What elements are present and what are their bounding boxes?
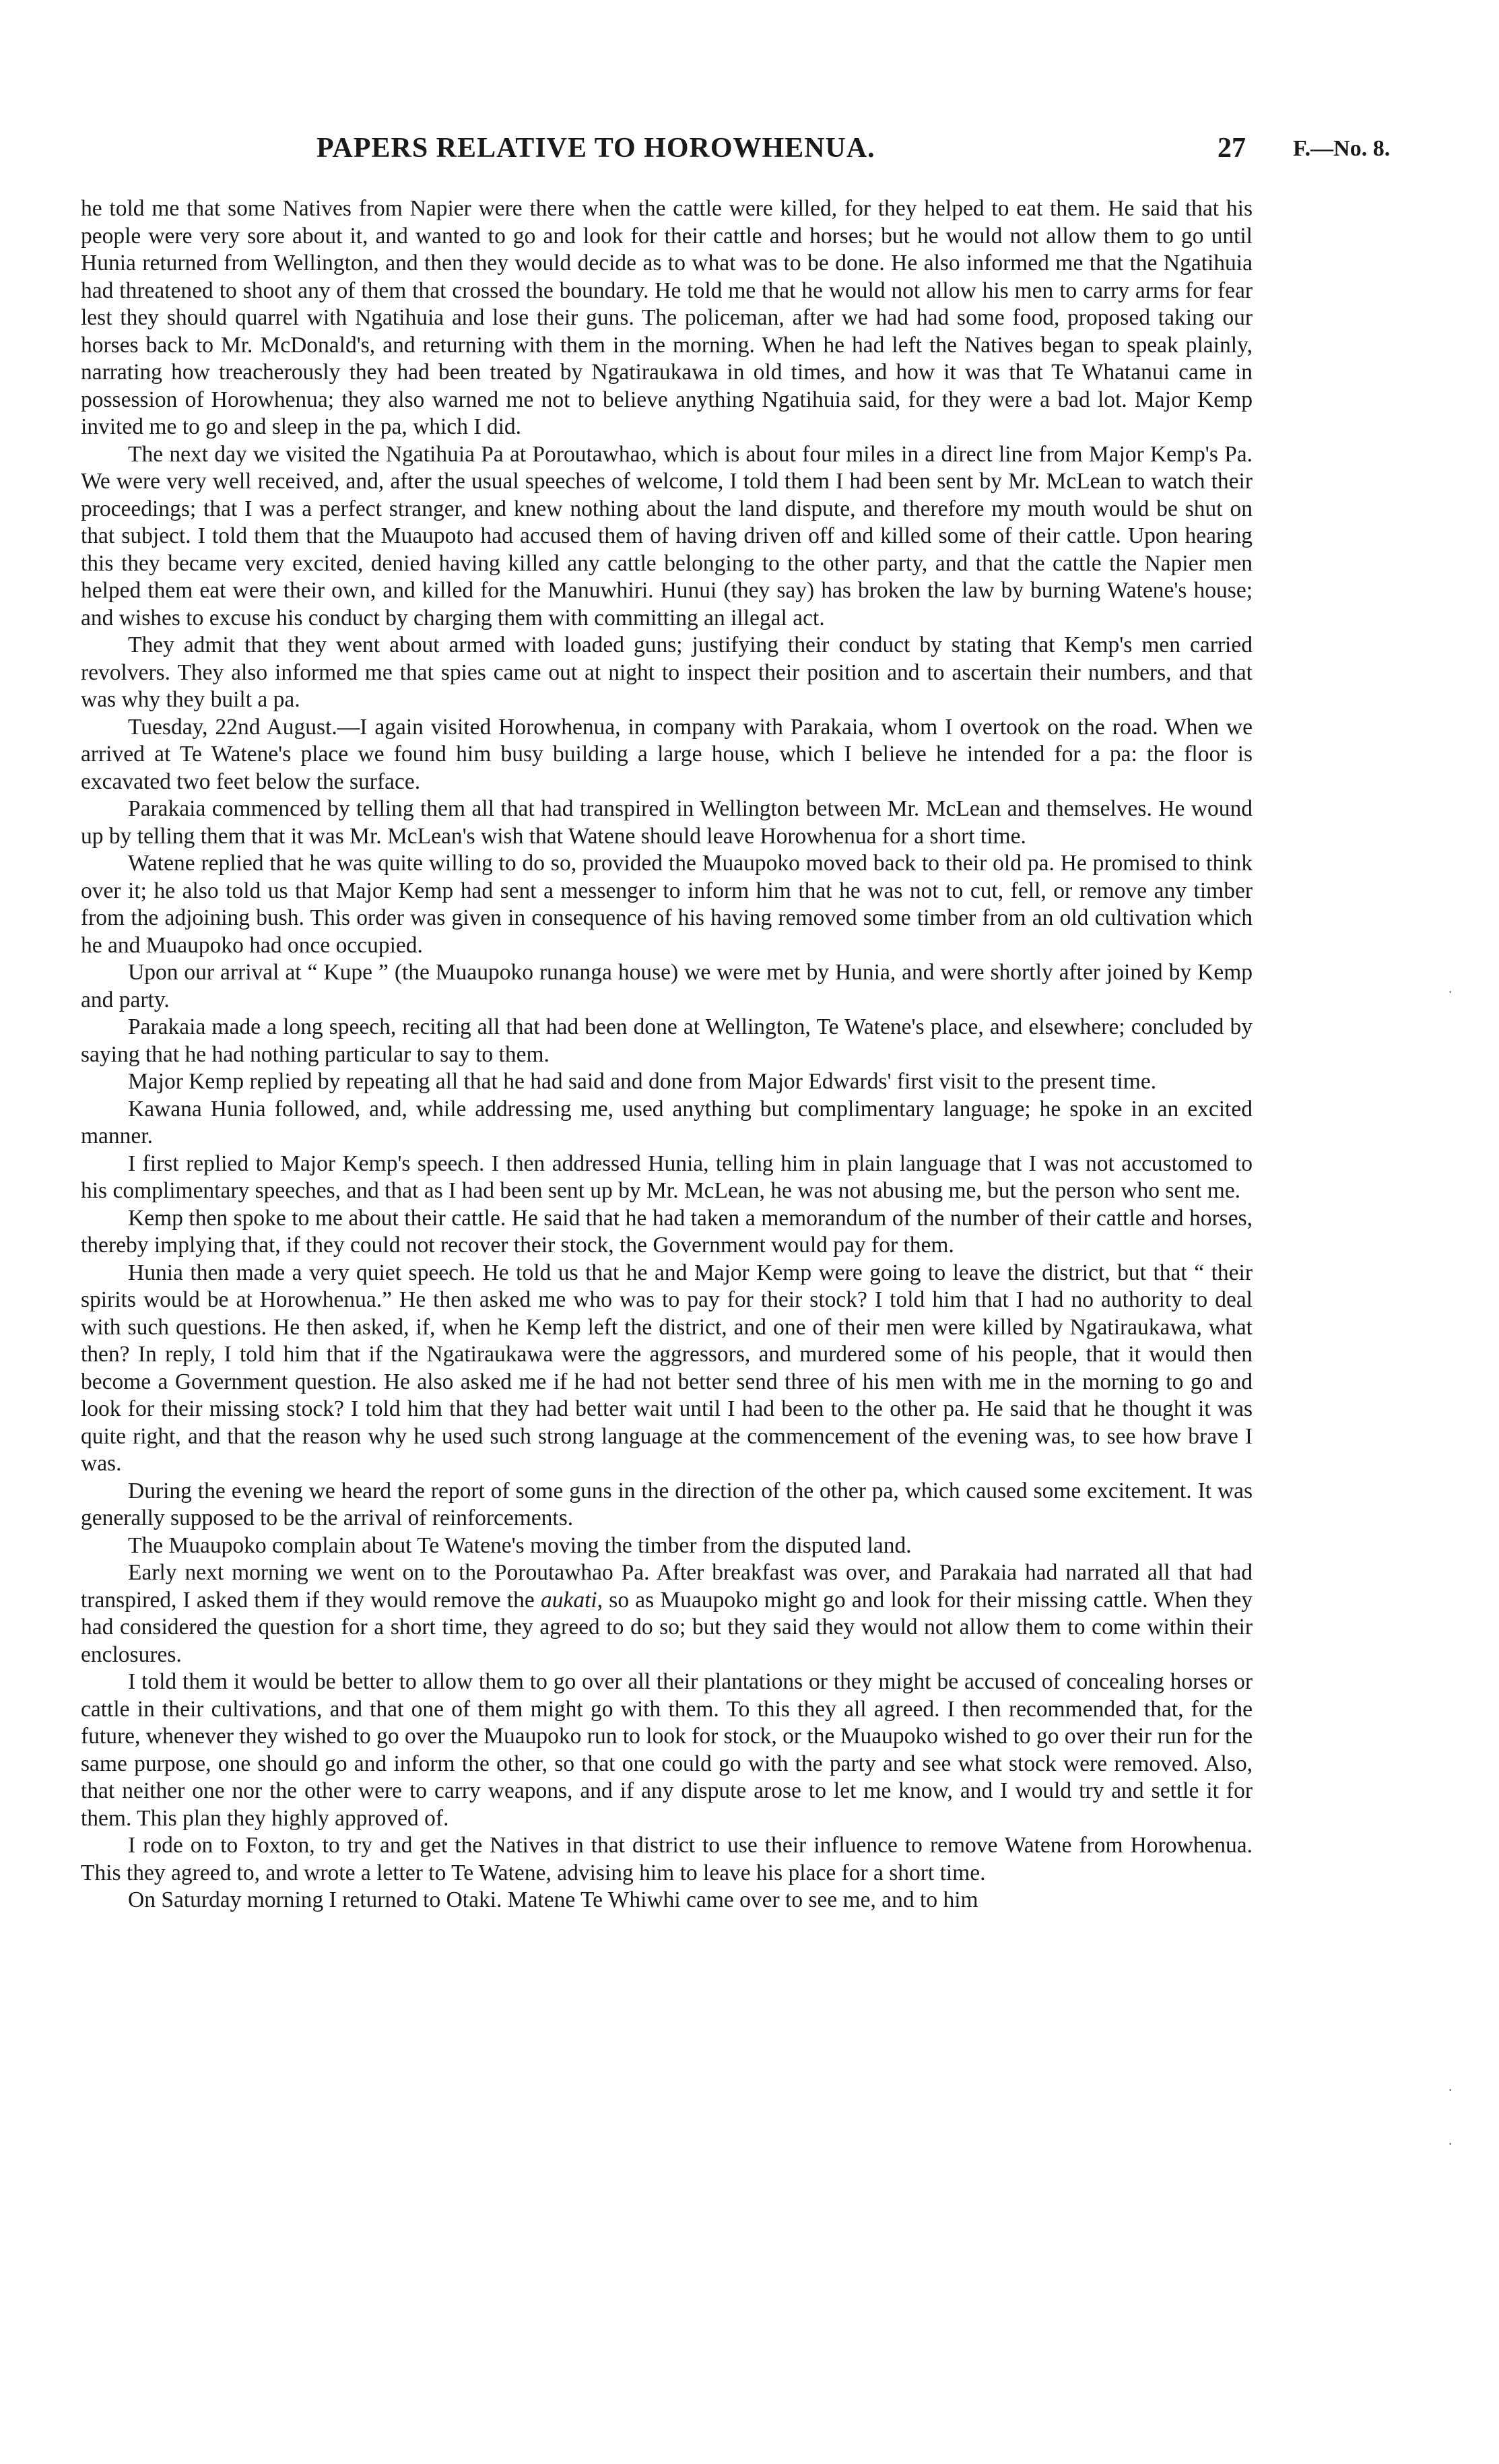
running-header (0, 132, 1499, 172)
paragraph: Parakaia made a long speech, reciting all that had been done at Wellington, Te Watene's place, and elsewhere; concluded by saying that he had nothing particular to say to them. (81, 1014, 1253, 1067)
page-title: PAPERS RELATIVE TO HOROWHENUA. (317, 133, 875, 164)
paragraph: Upon our arrival at “ Kupe ” (the Muaupoko runanga house) we were met by Hunia, and were shortly after joined by Kemp and party. (81, 960, 1253, 1012)
body-text (81, 195, 1253, 1914)
paragraph: Major Kemp replied by repeating all that he had said and done from Major Edwards' first visit to the present time. (128, 1069, 1157, 1094)
document-reference: F.—No. 8. (1293, 136, 1391, 161)
paragraph: Watene replied that he was quite willing to do so, provided the Muaupoko moved back to their old pa. He promised to think over it; he also told us that Major Kemp had sent a messenger to inform him that he was not to cut, fell, or remove any timber from the adjoining bush. This order was given in consequence of his having removed some timber from an old cultivation which he and Muaupoko had once occupied. (81, 851, 1253, 958)
page-number: 27 (1218, 133, 1246, 164)
margin-mark: · (1448, 983, 1453, 1000)
paragraph: Kawana Hunia followed, and, while addressing me, used anything but complimentary language; he spoke in an excited manner. (81, 1096, 1253, 1148)
paragraph-text: , so as Muaupoko might go and look for their missing cattle. When they had considered the question for a short time, they agreed to do so; but they said they would not allow them to come within their enclosures. (81, 1587, 1253, 1667)
paragraph: They admit that they went about armed with loaded guns; justifying their conduct by stating that Kemp's men carried revolvers. They also informed me that spies came out at night to inspect their position and to ascertain their numbers, and that was why they built a pa. (81, 633, 1253, 712)
paragraph: Kemp then spoke to me about their cattle. He said that he had taken a memorandum of the number of their cattle and horses, thereby implying that, if they could not recover their stock, the Government would pay for them. (81, 1205, 1253, 1258)
margin-mark: · (1448, 2081, 1453, 2098)
paragraph: I told them it would be better to allow them to go over all their plantations or they might be accused of concealing horses or cattle in their cultivations, and that one of them might go with them. To this they all agreed. I then recommended that, for the future, whenever they wished to go over the Muaupoko run to look for stock, or the Muaupoko wished to go over their run for the same purpose, one should go and inform the other, so that one could go with the party and see what stock were removed. Also, that neither one nor the other were to carry weapons, and if any dispute arose to let me know, and I would try and settle it for them. This plan they highly approved of. (81, 1669, 1253, 1831)
paragraph: During the evening we heard the report of some guns in the direction of the other pa, which caused some excitement. It was generally supposed to be the arrival of reinforcements. (81, 1478, 1253, 1530)
italic-term: aukati (540, 1587, 597, 1613)
paragraph: The Muaupoko complain about Te Watene's moving the timber from the disputed land. (128, 1532, 912, 1558)
margin-mark: · (1448, 2135, 1453, 2152)
paragraph: I rode on to Foxton, to try and get the Natives in that district to use their influence to remove Watene from Horowhenua. This they agreed to, and wrote a letter to Te Watene, advising him to leave his place for a short time. (81, 1833, 1253, 1885)
paragraph: Parakaia commenced by telling them all that had transpired in Wellington between Mr. McLean and themselves. He wound up by telling them that it was Mr. McLean's wish that Watene should leave Horowhenua for a short time. (81, 796, 1253, 849)
paragraph: Hunia then made a very quiet speech. He told us that he and Major Kemp were going to leave the district, but that “ their spirits would be at Horowhenua.” He then asked me who was to pay for their stock? I told him that I had no authority to deal with such questions. He then asked, if, when he Kemp left the district, and one of their men were killed by Ngatiraukawa, what then? In reply, I told him that if the Ngatiraukawa were the aggressors, and murdered some of his people, that it would then become a Government question. He also asked me if he had not better send three of his men with me in the morning to go and look for their missing stock? I told him that they had better wait until I had been to the other pa. He said that he thought it was quite right, and that the reason why he used such strong language at the commencement of the evening was, to see how brave I was. (81, 1260, 1253, 1476)
paragraph: The next day we visited the Ngatihuia Pa at Poroutawhao, which is about four miles in a direct line from Major Kemp's Pa. We were very well received, and, after the usual speeches of welcome, I told them I had been sent by Mr. McLean to watch their proceedings; that I was a perfect stranger, and knew nothing about the land dispute, and therefore my mouth would be shut on that subject. I told them that the Muaupoto had accused them of having driven off and killed some of their cattle. Upon hearing this they became very excited, denied having killed any cattle belonging to the other party, and that the cattle the Napier men helped them eat were their own, and killed for the Manuwhiri. Hunui (they say) has broken the law by burning Watene's house; and wishes to excuse his conduct by charging them with committing an illegal act. (81, 441, 1253, 630)
paragraph: Tuesday, 22nd August.—I again visited Horowhenua, in company with Parakaia, whom I overtook on the road. When we arrived at Te Watene's place we found him busy building a large house, which I believe he intended for a pa: the floor is excavated two feet below the surface. (81, 714, 1253, 794)
paragraph: On Saturday morning I returned to Otaki. Matene Te Whiwhi came over to see me, and to him (128, 1887, 978, 1912)
paragraph-text: Early next morning we went on to the Poroutawhao Pa. After breakfast was over, and Parakaia had narrated all that had transpired, I asked them if they would remove the (81, 1560, 1253, 1613)
paragraph: I first replied to Major Kemp's speech. I then addressed Hunia, telling him in plain language that I was not accustomed to his complimentary speeches, and that as I had been sent up by Mr. McLean, he was not abusing me, but the person who sent me. (81, 1150, 1253, 1203)
paragraph: he told me that some Natives from Napier were there when the cattle were killed, for they helped to eat them. He said that his people were very sore about it, and wanted to go and look for their cattle and horses; but he would not allow them to go until Hunia returned from Wellington, and then they would decide as to what was to be done. He also informed me that the Ngatihuia had threatened to shoot any of them that crossed the boundary. He told me that he would not allow his men to carry arms for fear lest they should quarrel with Ngatihuia and lose their guns. The policeman, after we had had some food, proposed taking our horses back to Mr. McDonald's, and returning with them in the morning. When he had left the Natives began to speak plainly, narrating how treacherously they had been treated by Ngatiraukawa in old times, and how it was that Te Whatanui came in possession of Horowhenua; they also warned me not to believe anything Ngatihuia said, for they were a bad lot. Major Kemp invited me to go and sleep in the pa, which I did. (81, 196, 1253, 439)
paragraph (81, 1559, 1253, 1668)
